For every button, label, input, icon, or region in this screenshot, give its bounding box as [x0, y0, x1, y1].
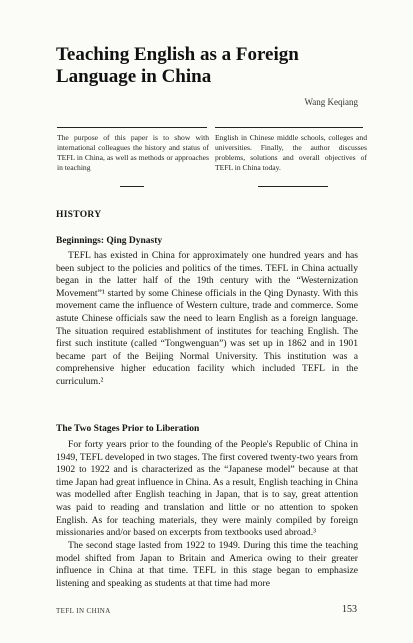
- section-heading-history: HISTORY: [56, 210, 102, 220]
- running-head: TEFL IN CHINA: [56, 607, 111, 615]
- page-number: 153: [342, 604, 357, 615]
- paragraph-two-stages-1: For forty years prior to the founding of the People's Republic of China in 1949, TEFL developed in two stages. The first covered twenty-two years from 1902 to 1922 and is characterized as the “Japanese model” because at that time Japan had great influence in China. As a result, English teaching in China was modelled after English teaching in Japan, that is to say, great attention was paid to reading and translation and little or no attention to spoken English. As for teaching materials, they were mainly compiled by foreign missionaries and/or based on excerpts from textbooks used abroad.³: [56, 439, 358, 539]
- author-name: Wang Keqiang: [304, 97, 358, 107]
- abstract-bottom-rule-left: [120, 186, 144, 187]
- abstract-left-column: The purpose of this paper is to show with international colleagues the history and status of TEFL in China, as well as methods or approaches in teaching: [57, 133, 209, 172]
- abstract-right-column: English in Chinese middle schools, colleges and universities. Finally, the author discusses problems, solutions and overall objectives of TEFL in China today.: [215, 133, 367, 172]
- abstract-top-rule-left: [57, 127, 207, 128]
- paragraph-qing-dynasty: TEFL has existed in China for approximately one hundred years and has been subject to the policies and politics of the times. TEFL in China actually began in the latter half of the 19th century with the “Westernization Movement”¹ started by some Chinese officials in the Qing Dynasty. With this movement came the influence of Western culture, trade and commerce. Some astute Chinese officials saw the need to learn English as a foreign language. The situation required establishment of institutes for teaching English. The first such institute (called “Tongwenguan”) was set up in 1862 and in 1901 became part of the Beijing Normal University. This institution was a comprehensive higher education facility which included TEFL in the curriculum.²: [56, 250, 358, 387]
- article-title: Teaching English as a Foreign Language in China: [56, 44, 299, 87]
- subheading-two-stages: The Two Stages Prior to Liberation: [56, 424, 200, 434]
- abstract-top-rule-right: [215, 127, 363, 128]
- abstract-bottom-rule-right: [258, 186, 328, 187]
- paragraph-two-stages-2: The second stage lasted from 1922 to 1949. During this time the teaching model shifted from Japan to Britain and America owing to their greater influence in China at that time. TEFL in this stage began to emphasize listening and speaking as students at that time had more: [56, 540, 358, 589]
- subheading-qing-dynasty: Beginnings: Qing Dynasty: [56, 236, 163, 246]
